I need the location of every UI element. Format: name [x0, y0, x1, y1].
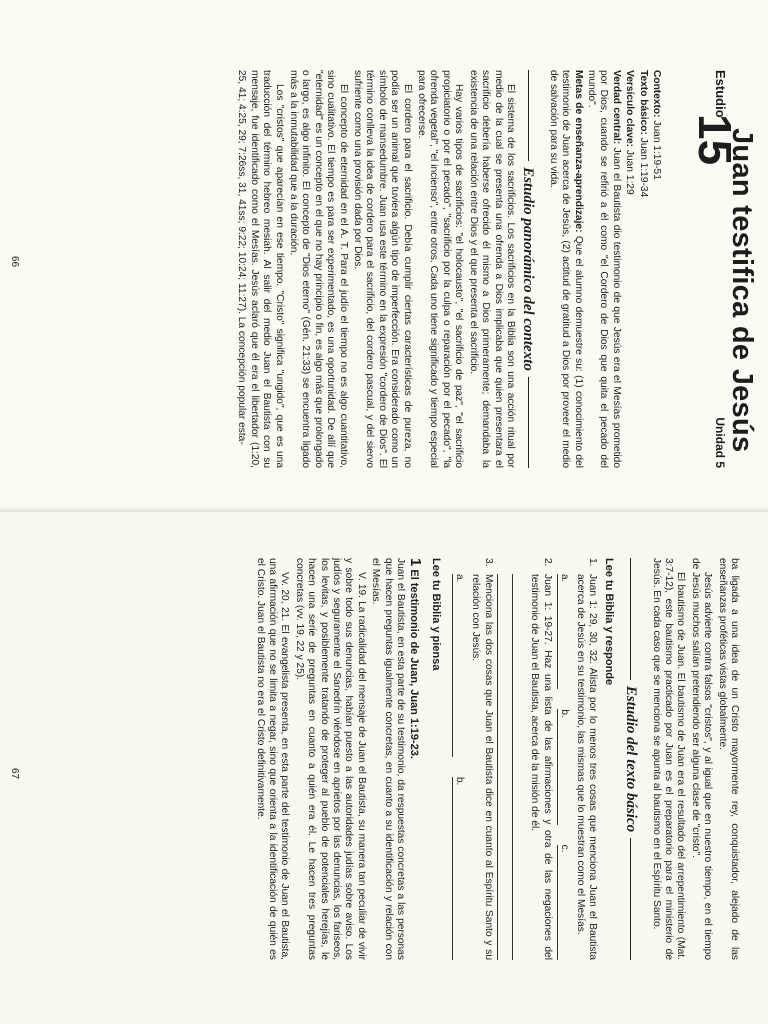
question-item: 1. Juan 1: 29, 30, 32. Alista por lo menos tres cosas que menciona Juan el Bautista acerca de Jesús en su testimonio, las mismas que lo muestran como el Mesías. [574, 558, 599, 960]
rule-left [630, 558, 631, 680]
answer-blanks [557, 574, 570, 960]
paragraph: El cordero para el sacrificio. Debía cumplir ciertas características de pureza, no podía ser un animal que tuviera algún tipo de imperfección. Era considerado como un símbolo de mansedumbre. Juan usa este término en la expresión "cordero de Dios". El término conlleva la idea de cordero para el sacrificio, del cordero pascual, y del siervo sufriente como una provisión dada por Dios. [352, 70, 413, 468]
paragraph: El sistema de los sacrificios. Los sacrificios en la Biblia son una acción ritual por medio de la cual se presenta una ofrenda a Dios implicaba que quien presentara el sacrificio debería haberse ofrecido él mismo a Dios primeramente; demandaba la existencia de una relación entre Dios y el que presenta el sacrificio. [467, 70, 516, 468]
paragraph: Hay varios tipos de sacrificios: "el holocausto", "el sacrificio de paz", "el sacrificio propiciatorio o por el pecado", "sacrificio por la culpa o reparación por el pecado", "la ofrenda vegetal", "el incienso", entre otros. Cada uno tiene significado y tiempo especial para ofrecerse. [416, 70, 465, 468]
paragraph: V. 19. La radicalidad del mensaje de Juan el Bautista, su manera tan peculiar de vivir y sobre todo sus denuncias, habían puesto a las autoridades judías sobre aviso. Los judíos y seguramente el Sanedrín viéndose en aprietos por las denuncias, los fariseos, los levitas, y posiblemente tratando de proteger al pueblo de potenciales herejías, le hacen una serie de preguntas en cuanto a quién era él. Le hacen tres preguntas concretas (vv. 19, 22 y 25). [293, 558, 367, 960]
study-header [670, 70, 741, 468]
paragraph: El bautismo de Juan. El bautismo de Juan era el resultado del arrepentimiento (Mat. 3:7-12), este bautismo practicado por Juan es el preparatorio para el ministerio de Jesús. En cada caso que se menciona se apunta al bautismo en el Espíritu Santo. [650, 558, 687, 960]
section-heading-texto-basico: Estudio del texto básico [625, 558, 637, 960]
page-right [0, 512, 768, 1024]
rule-right [528, 377, 529, 468]
rule-left [528, 70, 529, 161]
answer-field-c[interactable]: c. [557, 845, 570, 960]
metas-line: Metas de enseñanza-aprendizaje: Que el alumno demuestre su: (1) conocimiento del testimonio de Juan acerca de Jesús, (2) actitud de gratitud a Dios por proveer el medio de salvación para su vida. [547, 70, 584, 468]
rule-right [630, 838, 631, 960]
paragraph: Los "cristos" que aparecían en ese tiempo. "Cristo" significa "ungido", que es una traducción del término hebreo mesiah. Al salir del medio Juan el Bautista con su mensaje, fue identificado como el Mesías. Jesús aclaró que él era el libertador (1:20, 25, 41; 4:25, 29; 7:26ss, 31, 41ss; 9:22; 10:24; 11:27). La concepción popular esta- [236, 70, 285, 468]
page-number: 66 [9, 256, 21, 268]
subsection-heading: 1 El testimonio de Juan, Juan 1:19-23. [407, 558, 425, 759]
section-heading-panoramico: Estudio panorámico del contexto [522, 70, 534, 468]
versiculo-line: Versículo clave: Juan 1:29 [624, 70, 636, 195]
answer-line[interactable] [497, 574, 510, 960]
study-meta [546, 70, 662, 468]
paragraph: Vv. 20, 21. El evangelista presenta, en esta parte del testimonio de Juan el Bautista, una afirmación que no se limita a negar, sino que orienta a la identificación de quién es el Cristo. Juan el Bautista no era el Cristo definitivamente. [254, 558, 291, 960]
estudio-number: 15 [689, 114, 741, 166]
question-item: 3. Menciona las dos cosas que Juan el Bautista dice en cuanto al Espíritu Santo y su relación con Jesús. [470, 558, 494, 960]
paragraph: El concepto de eternidad en el A. T. Para el judío el tiempo no es algo cuantitativo, sino cualitativo. El tiempo es para ser experimentado, es una oportunidad. De allí que "eternidad" es un concepto en el que no hay principio o fin, es algo más que prolongado o largo, es algo infinito. El concepto de "Dios eterno" (Gén. 21:33) se encuentra ligado más a la inmutabilidad que a la duración. [288, 70, 349, 468]
answer-line[interactable] [512, 574, 525, 960]
lee-responde-heading: Lee tu Biblia y responde [602, 558, 615, 686]
answer-field-b[interactable]: b. [452, 777, 465, 960]
paragraph: Jesús advierte contra falsos "cristos", y al igual que en nuestro tiempo, en el tiempo de Jesús muchos salían pretendiendo ser alguna clase de "cristo". [689, 558, 714, 960]
texto-line: Texto básico: Juan 1:19-34 [637, 70, 649, 198]
estudio-label: Estudio [713, 70, 728, 118]
answer-field-a[interactable]: a. [557, 574, 570, 689]
answer-field-b[interactable]: b. [557, 709, 570, 824]
paragraph: Juan el Bautista, en esta parte de su testimonio, da respuestas concretas a las personas que hacen preguntas igualmente concretas, en cuanto a su identificación y relación con el Mesías. [370, 558, 407, 960]
lee-piensa-heading: Lee tu Biblia y piensa [429, 558, 442, 671]
paragraph: ba ligada a una idea de un Cristo mayormente rey, conquistador, alejado de las enseñanzas proféticas vistas globalmente. [716, 558, 740, 960]
question-item: 2. Juan 1: 19-27. Haz una lista de las afirmaciones y otra de las negaciones del testimonio de Juan el Bautista, acerca de la misión de él. [529, 558, 553, 960]
answer-blanks [452, 574, 465, 960]
verdad-line: Verdad central: Juan el Bautista dio testimonio de que Jesús era el Mesías prometido por Dios, cuando se refirió a él como "el Cordero de Dios que quita el pecado del mundo". [585, 70, 622, 468]
answer-field-a[interactable]: a. [452, 574, 465, 757]
contexto-line: Contexto: Juan 1:19-51 [651, 70, 662, 180]
study-title: Juan testifica de Jesús [726, 128, 758, 453]
unidad-label: Unidad 5 [713, 417, 727, 468]
page-number: 67 [9, 768, 21, 780]
